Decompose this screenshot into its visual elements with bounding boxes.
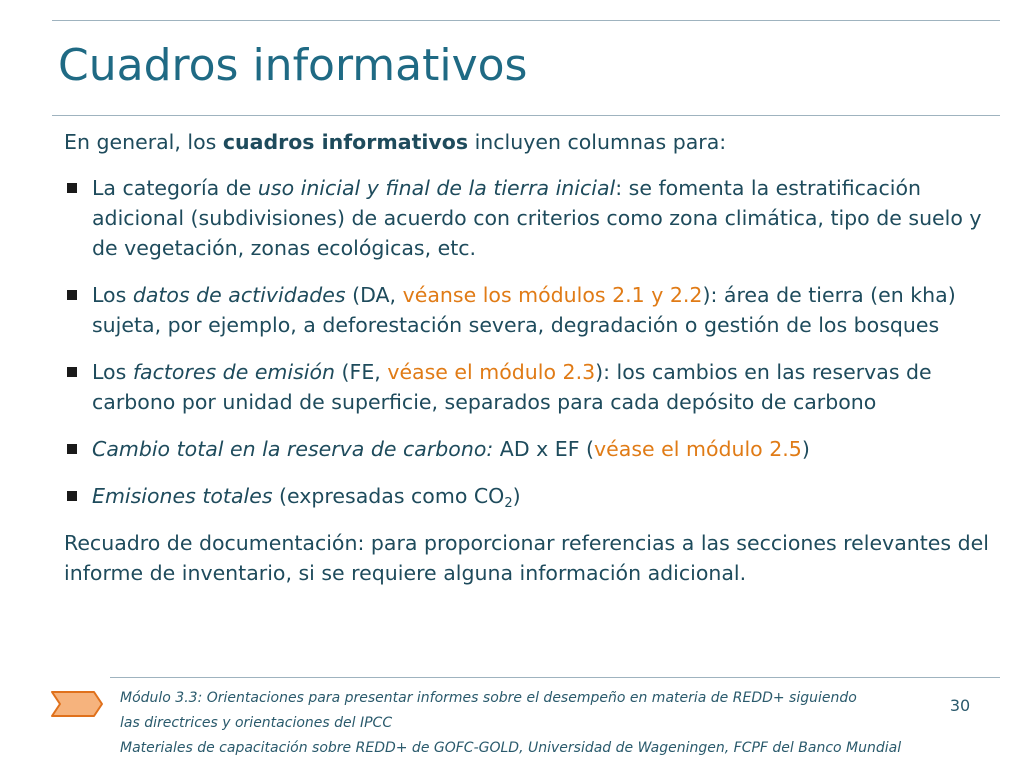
bullet-text: Los [92,283,133,307]
bullet-text: ) [801,437,810,461]
bullet-text: ): los cambios en las reservas de carbono por unidad de superficie, separados para cada depósito de carbono [92,360,932,414]
bullet-total-emissions [64,481,994,511]
square-bullet-icon [67,367,77,377]
intro-before: En general, los [64,130,223,154]
page-title: Cuadros informativos [58,40,528,91]
chevron-arrow-icon [50,690,104,718]
square-bullet-icon [67,444,77,454]
top-divider [52,20,1000,21]
bullet-land-category [64,173,994,263]
intro-bold: cuadros informativos [222,130,469,154]
bullet-italic: Emisiones totales [92,484,273,508]
bullet-text: (expresadas como CO [272,484,505,508]
footer-text [120,686,950,761]
square-bullet-icon [67,290,77,300]
bullet-text: La categoría de [92,176,258,200]
bullet-text: (DA, [345,283,403,307]
module-link[interactable]: véase el módulo 2.3 [387,360,596,384]
bullet-text: Los [92,360,133,384]
footer-line: Materiales de capacitación sobre REDD+ de GOFC-GOLD, Universidad de Wageningen, FCPF del Banco Mundial [120,740,902,756]
bullet-text: : se fomenta la estratificación adicional (subdivisiones) de acuerdo con criterios como zona climática, tipo de suelo y de vegetación, zonas ecológicas, etc. [92,176,982,260]
square-bullet-icon [67,183,77,193]
intro-after: incluyen columnas para: [468,130,727,154]
bullet-total-carbon-change [64,434,994,464]
bullet-text: ) [512,484,521,508]
title-divider [52,115,1000,116]
bullet-activity-data [64,280,994,340]
footer-divider [110,677,1000,678]
intro-text [64,127,994,157]
module-link[interactable]: véanse los módulos 2.1 y 2.2 [402,283,703,307]
bullet-text: (FE, [335,360,388,384]
bullet-italic: Cambio total en la reserva de carbono: [92,437,494,461]
bullet-italic: uso inicial y final de la tierra inicial [257,176,616,200]
closing-text: Recuadro de documentación: para proporcionar referencias a las secciones relevantes del informe de inventario, si se requiere alguna información adicional. [64,531,989,585]
footer-line: las directrices y orientaciones del IPCC [120,715,393,731]
bullet-text: ): área de tierra (en kha) sujeta, por ejemplo, a deforestación severa, degradación o gestión de los bosques [92,283,956,337]
module-link[interactable]: véase el módulo 2.5 [594,437,802,461]
bullet-italic: datos de actividades [132,283,346,307]
page-number: 30 [949,696,971,715]
square-bullet-icon [67,491,77,501]
slide-body [64,127,994,588]
bullet-italic: factores de emisión [132,360,336,384]
subscript: 2 [504,496,513,511]
footer-line: Módulo 3.3: Orientaciones para presentar informes sobre el desempeño en materia de REDD+ siguiendo [120,690,857,706]
bullet-emission-factors [64,357,994,417]
bullet-text: AD x EF ( [493,437,595,461]
